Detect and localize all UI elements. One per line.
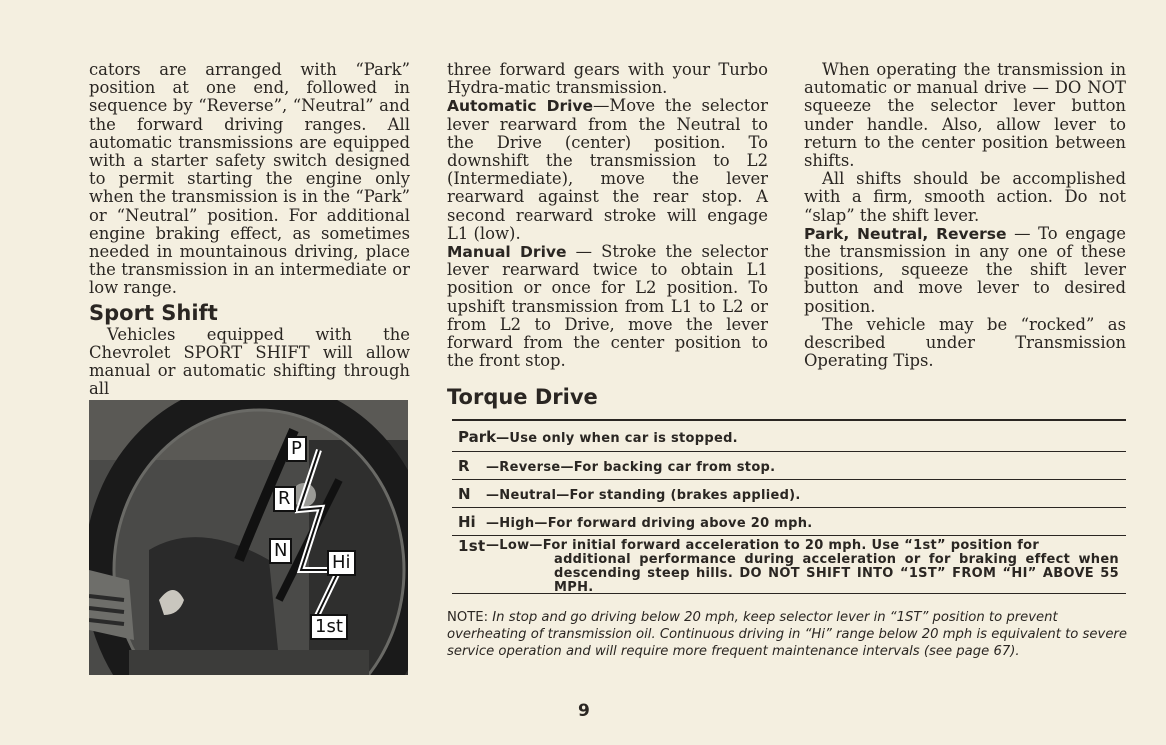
gear-label-park: P (286, 436, 307, 462)
table-row (452, 419, 1126, 452)
paragraph-forward-gears: three forward gears with your Turbo Hydra-matic transmission. (447, 60, 768, 98)
gear-description: —Reverse—For backing car from stop. (486, 460, 776, 475)
gear-label-reverse: R (273, 486, 296, 512)
paragraph-rocked: The vehicle may be “rocked” as described under Transmission Operating Tips. (804, 314, 1126, 371)
paragraph-selector-arrangement: cators are arranged with “Park” position at one end, followed in sequence by “Reverse”, “Neutral” and the forward driving ranges. All automatic transmissions are equipped with a starter safety switch designed to permit starting the engine only when the transmission is in the “Park” or “Neutral” position. For additional engine braking effect, as sometimes needed in mountainous driving, place the transmission in an intermediate or low range. (89, 60, 410, 298)
gear-description-continued: additional performance during acceleration or for braking effect when descending steep hills. DO NOT SHIFT INTO “1ST” FROM “HI” ABOVE 55 MPH. (554, 552, 1119, 595)
table-row (452, 452, 1126, 480)
gear-description: —High—For forward driving above 20 mph. (486, 516, 813, 531)
note-text: In stop and go driving below 20 mph, keep selector lever in “1ST” position to prevent overheating of transmission oil. Continuous driving in “Hi” range below 20 mph is equivalent to severe service operation and will require more frequent maintenance intervals (see page 67). (447, 610, 1127, 659)
paragraph-automatic-drive (447, 97, 768, 243)
gear-key: Park (458, 428, 497, 446)
gear-description: —Use only when car is stopped. (496, 431, 738, 446)
table-row (452, 508, 1126, 536)
column-left (89, 61, 410, 398)
steering-wheel-illustration (89, 400, 408, 675)
column-right (804, 61, 1126, 370)
gear-key: 1st (458, 537, 486, 555)
automatic-drive-lead: Automatic Drive (447, 97, 594, 116)
note-label: NOTE: (447, 610, 493, 625)
gear-key: Hi (458, 513, 476, 531)
gear-label-high: Hi (327, 550, 356, 576)
automatic-drive-text: —Move the selector lever rearward from the Neutral to the Drive (center) position. To downshift the transmission to L2 (Intermediate), move the lever rearward against the rear stop. A second rearward stroke will engage L1 (low). (447, 96, 768, 243)
manual-drive-text: — Stroke the selector lever rearward twice to obtain L1 position or once for L2 position. To upshift transmission from L1 to L2 or from L2 to Drive, move the lever forward from the center position to the front stop. (447, 242, 768, 371)
page-number: 9 (578, 701, 590, 721)
torque-drive-note (447, 609, 1127, 660)
torque-drive-table (452, 419, 1126, 594)
table-row (452, 480, 1126, 508)
paragraph-do-not-squeeze: When operating the transmission in automatic or manual drive — DO NOT squeeze the selector lever button under handle. Also, allow lever to return to the center position between shifts. (804, 60, 1126, 171)
paragraph-sport-shift: Vehicles equipped with the Chevrolet SPORT SHIFT will allow manual or automatic shifting through all (89, 324, 410, 399)
gear-description: —Neutral—For standing (brakes applied). (486, 488, 801, 503)
park-neutral-reverse-text: — To engage the transmission in any one of these positions, squeeze the shift lever button and move lever to desired position. (804, 223, 1127, 316)
manual-drive-lead: Manual Drive (447, 243, 567, 262)
park-neutral-reverse-lead: Park, Neutral, Reverse (804, 224, 1007, 243)
table-row (452, 536, 1126, 594)
gear-label-neutral: N (269, 538, 292, 564)
gear-label-first: 1st (310, 614, 348, 640)
sport-shift-heading: Sport Shift (89, 300, 218, 325)
gear-key: R (458, 457, 470, 475)
gear-key: N (458, 485, 471, 503)
column-middle (447, 61, 768, 370)
paragraph-park-neutral-reverse (804, 225, 1126, 316)
gear-description-first-line (458, 539, 1126, 553)
paragraph-firm-shifts: All shifts should be accomplished with a firm, smooth action. Do not “slap” the shift lever. (804, 169, 1126, 225)
torque-drive-heading: Torque Drive (447, 385, 598, 409)
paragraph-manual-drive (447, 243, 768, 370)
gear-description: —Low—For initial forward acceleration to 20 mph. Use “1st” position for (486, 538, 1040, 553)
shift-lever-photo (89, 400, 408, 675)
